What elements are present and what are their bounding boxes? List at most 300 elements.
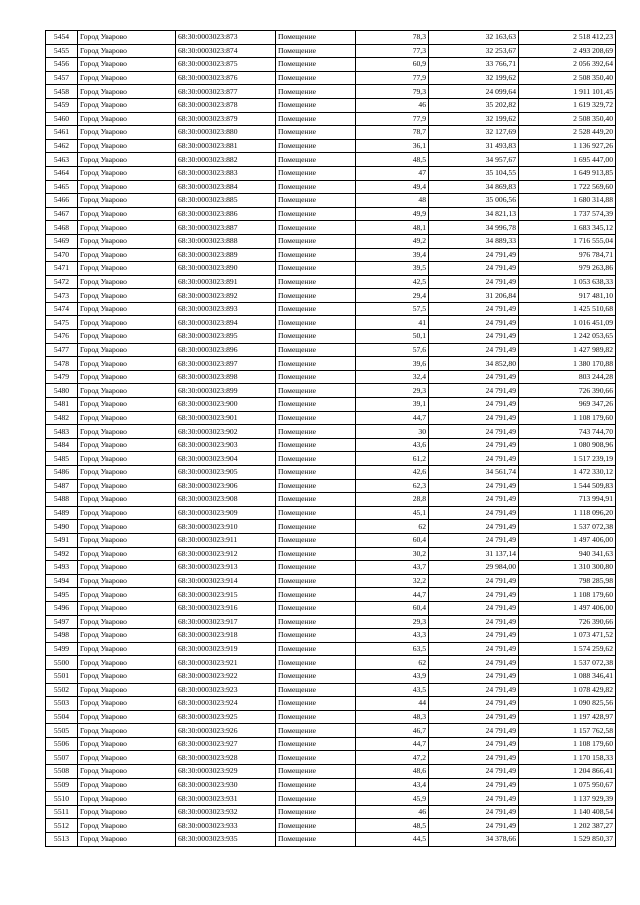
- object-type-cell: Помещение: [276, 601, 356, 615]
- row-number-cell: 5505: [46, 724, 78, 738]
- locality-cell: Город Уварово: [78, 153, 176, 167]
- area-cell: 57,6: [356, 343, 429, 357]
- object-type-cell: Помещение: [276, 493, 356, 507]
- area-cell: 41: [356, 316, 429, 330]
- row-number-cell: 5460: [46, 112, 78, 126]
- object-type-cell: Помещение: [276, 262, 356, 276]
- cadastral-number-cell: 68:30:0003023:910: [176, 520, 276, 534]
- cadastral-value-cell: 1 157 762,58: [519, 724, 616, 738]
- cadastral-value-cell: 1 695 447,00: [519, 153, 616, 167]
- cadastral-value-cell: 1 722 569,60: [519, 180, 616, 194]
- locality-cell: Город Уварово: [78, 669, 176, 683]
- cadastral-value-cell: 1 078 429,82: [519, 683, 616, 697]
- cadastral-value-cell: 2 518 412,23: [519, 31, 616, 45]
- cadastral-number-cell: 68:30:0003023:918: [176, 629, 276, 643]
- table-row: [46, 615, 616, 629]
- cadastral-value-cell: 1 544 509,83: [519, 479, 616, 493]
- area-cell: 48,1: [356, 221, 429, 235]
- specific-value-cell: 32 199,62: [429, 112, 519, 126]
- specific-value-cell: 24 791,49: [429, 805, 519, 819]
- cadastral-number-cell: 68:30:0003023:903: [176, 438, 276, 452]
- row-number-cell: 5467: [46, 207, 78, 221]
- locality-cell: Город Уварово: [78, 262, 176, 276]
- area-cell: 43,3: [356, 629, 429, 643]
- object-type-cell: Помещение: [276, 343, 356, 357]
- object-type-cell: Помещение: [276, 234, 356, 248]
- specific-value-cell: 24 791,49: [429, 601, 519, 615]
- object-type-cell: Помещение: [276, 207, 356, 221]
- row-number-cell: 5480: [46, 384, 78, 398]
- specific-value-cell: 24 791,49: [429, 384, 519, 398]
- locality-cell: Город Уварово: [78, 819, 176, 833]
- object-type-cell: Помещение: [276, 697, 356, 711]
- cadastral-number-cell: 68:30:0003023:892: [176, 289, 276, 303]
- cadastral-value-cell: 2 056 392,64: [519, 58, 616, 72]
- object-type-cell: Помещение: [276, 166, 356, 180]
- cadastral-number-cell: 68:30:0003023:894: [176, 316, 276, 330]
- object-type-cell: Помещение: [276, 58, 356, 72]
- specific-value-cell: 31 206,84: [429, 289, 519, 303]
- specific-value-cell: 24 791,49: [429, 316, 519, 330]
- area-cell: 42,5: [356, 275, 429, 289]
- table-row: [46, 724, 616, 738]
- table-row: [46, 357, 616, 371]
- table-row: [46, 629, 616, 643]
- row-number-cell: 5500: [46, 656, 78, 670]
- specific-value-cell: 24 791,49: [429, 737, 519, 751]
- specific-value-cell: 24 791,49: [429, 629, 519, 643]
- row-number-cell: 5506: [46, 737, 78, 751]
- cadastral-number-cell: 68:30:0003023:882: [176, 153, 276, 167]
- table-row: [46, 479, 616, 493]
- table-row: [46, 166, 616, 180]
- area-cell: 49,2: [356, 234, 429, 248]
- area-cell: 46: [356, 98, 429, 112]
- cadastral-value-cell: 917 481,10: [519, 289, 616, 303]
- locality-cell: Город Уварово: [78, 44, 176, 58]
- locality-cell: Город Уварово: [78, 330, 176, 344]
- area-cell: 77,9: [356, 112, 429, 126]
- area-cell: 50,1: [356, 330, 429, 344]
- cadastral-value-cell: 1 911 101,45: [519, 85, 616, 99]
- cadastral-value-cell: 1 140 408,54: [519, 805, 616, 819]
- table-row: [46, 153, 616, 167]
- row-number-cell: 5496: [46, 601, 78, 615]
- specific-value-cell: 24 099,64: [429, 85, 519, 99]
- row-number-cell: 5463: [46, 153, 78, 167]
- locality-cell: Город Уварово: [78, 357, 176, 371]
- specific-value-cell: 24 791,49: [429, 330, 519, 344]
- cadastral-value-cell: 1 517 239,19: [519, 452, 616, 466]
- row-number-cell: 5462: [46, 139, 78, 153]
- row-number-cell: 5488: [46, 493, 78, 507]
- cadastral-value-cell: 1 737 574,39: [519, 207, 616, 221]
- locality-cell: Город Уварово: [78, 805, 176, 819]
- cadastral-value-cell: 1 497 406,00: [519, 601, 616, 615]
- row-number-cell: 5508: [46, 765, 78, 779]
- cadastral-number-cell: 68:30:0003023:929: [176, 765, 276, 779]
- area-cell: 39,5: [356, 262, 429, 276]
- cadastral-number-cell: 68:30:0003023:925: [176, 710, 276, 724]
- specific-value-cell: 34 821,13: [429, 207, 519, 221]
- registry-table: [45, 30, 616, 847]
- table-row: [46, 31, 616, 45]
- row-number-cell: 5469: [46, 234, 78, 248]
- specific-value-cell: 34 561,74: [429, 466, 519, 480]
- row-number-cell: 5472: [46, 275, 78, 289]
- cadastral-number-cell: 68:30:0003023:909: [176, 506, 276, 520]
- cadastral-value-cell: 1 425 510,68: [519, 302, 616, 316]
- object-type-cell: Помещение: [276, 411, 356, 425]
- locality-cell: Город Уварово: [78, 751, 176, 765]
- cadastral-number-cell: 68:30:0003023:887: [176, 221, 276, 235]
- cadastral-value-cell: 1 537 072,38: [519, 520, 616, 534]
- row-number-cell: 5479: [46, 370, 78, 384]
- object-type-cell: Помещение: [276, 398, 356, 412]
- object-type-cell: Помещение: [276, 561, 356, 575]
- specific-value-cell: 31 137,14: [429, 547, 519, 561]
- locality-cell: Город Уварово: [78, 710, 176, 724]
- locality-cell: Город Уварово: [78, 180, 176, 194]
- cadastral-number-cell: 68:30:0003023:900: [176, 398, 276, 412]
- row-number-cell: 5491: [46, 533, 78, 547]
- area-cell: 32,2: [356, 574, 429, 588]
- object-type-cell: Помещение: [276, 533, 356, 547]
- object-type-cell: Помещение: [276, 126, 356, 140]
- specific-value-cell: 34 869,83: [429, 180, 519, 194]
- row-number-cell: 5470: [46, 248, 78, 262]
- area-cell: 44,7: [356, 411, 429, 425]
- specific-value-cell: 35 104,55: [429, 166, 519, 180]
- specific-value-cell: 34 378,66: [429, 833, 519, 847]
- specific-value-cell: 24 791,49: [429, 669, 519, 683]
- table-row: [46, 805, 616, 819]
- locality-cell: Город Уварово: [78, 194, 176, 208]
- area-cell: 48,5: [356, 819, 429, 833]
- object-type-cell: Помещение: [276, 547, 356, 561]
- area-cell: 43,7: [356, 561, 429, 575]
- area-cell: 48,3: [356, 710, 429, 724]
- object-type-cell: Помещение: [276, 139, 356, 153]
- cadastral-number-cell: 68:30:0003023:901: [176, 411, 276, 425]
- row-number-cell: 5487: [46, 479, 78, 493]
- area-cell: 63,5: [356, 642, 429, 656]
- object-type-cell: Помещение: [276, 31, 356, 45]
- cadastral-number-cell: 68:30:0003023:904: [176, 452, 276, 466]
- area-cell: 43,6: [356, 438, 429, 452]
- cadastral-value-cell: 713 994,91: [519, 493, 616, 507]
- cadastral-value-cell: 2 508 350,40: [519, 71, 616, 85]
- locality-cell: Город Уварово: [78, 207, 176, 221]
- table-row: [46, 642, 616, 656]
- table-row: [46, 234, 616, 248]
- cadastral-number-cell: 68:30:0003023:914: [176, 574, 276, 588]
- locality-cell: Город Уварово: [78, 234, 176, 248]
- row-number-cell: 5503: [46, 697, 78, 711]
- table-row: [46, 98, 616, 112]
- area-cell: 43,5: [356, 683, 429, 697]
- cadastral-value-cell: 1 075 950,67: [519, 778, 616, 792]
- cadastral-number-cell: 68:30:0003023:895: [176, 330, 276, 344]
- cadastral-value-cell: 1 472 330,12: [519, 466, 616, 480]
- locality-cell: Город Уварово: [78, 479, 176, 493]
- locality-cell: Город Уварово: [78, 574, 176, 588]
- table-row: [46, 330, 616, 344]
- cadastral-number-cell: 68:30:0003023:880: [176, 126, 276, 140]
- locality-cell: Город Уварово: [78, 520, 176, 534]
- object-type-cell: Помещение: [276, 438, 356, 452]
- cadastral-value-cell: 1 680 314,88: [519, 194, 616, 208]
- row-number-cell: 5461: [46, 126, 78, 140]
- cadastral-number-cell: 68:30:0003023:896: [176, 343, 276, 357]
- cadastral-number-cell: 68:30:0003023:908: [176, 493, 276, 507]
- cadastral-number-cell: 68:30:0003023:931: [176, 792, 276, 806]
- locality-cell: Город Уварово: [78, 452, 176, 466]
- locality-cell: Город Уварово: [78, 601, 176, 615]
- area-cell: 39,1: [356, 398, 429, 412]
- table-row: [46, 275, 616, 289]
- area-cell: 46,7: [356, 724, 429, 738]
- table-row: [46, 520, 616, 534]
- cadastral-number-cell: 68:30:0003023:913: [176, 561, 276, 575]
- area-cell: 39,4: [356, 248, 429, 262]
- object-type-cell: Помещение: [276, 778, 356, 792]
- specific-value-cell: 34 957,67: [429, 153, 519, 167]
- cadastral-number-cell: 68:30:0003023:921: [176, 656, 276, 670]
- cadastral-number-cell: 68:30:0003023:899: [176, 384, 276, 398]
- object-type-cell: Помещение: [276, 425, 356, 439]
- row-number-cell: 5465: [46, 180, 78, 194]
- table-row: [46, 248, 616, 262]
- locality-cell: Город Уварово: [78, 547, 176, 561]
- row-number-cell: 5484: [46, 438, 78, 452]
- table-row: [46, 452, 616, 466]
- object-type-cell: Помещение: [276, 275, 356, 289]
- area-cell: 47,2: [356, 751, 429, 765]
- row-number-cell: 5458: [46, 85, 78, 99]
- row-number-cell: 5476: [46, 330, 78, 344]
- table-row: [46, 833, 616, 847]
- area-cell: 60,4: [356, 533, 429, 547]
- row-number-cell: 5456: [46, 58, 78, 72]
- area-cell: 45,9: [356, 792, 429, 806]
- object-type-cell: Помещение: [276, 833, 356, 847]
- locality-cell: Город Уварово: [78, 792, 176, 806]
- cadastral-number-cell: 68:30:0003023:890: [176, 262, 276, 276]
- specific-value-cell: 24 791,49: [429, 302, 519, 316]
- locality-cell: Город Уварово: [78, 533, 176, 547]
- row-number-cell: 5492: [46, 547, 78, 561]
- cadastral-number-cell: 68:30:0003023:889: [176, 248, 276, 262]
- table-row: [46, 316, 616, 330]
- cadastral-number-cell: 68:30:0003023:881: [176, 139, 276, 153]
- locality-cell: Город Уварово: [78, 737, 176, 751]
- cadastral-value-cell: 1 090 825,56: [519, 697, 616, 711]
- row-number-cell: 5513: [46, 833, 78, 847]
- table-row: [46, 262, 616, 276]
- cadastral-number-cell: 68:30:0003023:915: [176, 588, 276, 602]
- cadastral-number-cell: 68:30:0003023:928: [176, 751, 276, 765]
- cadastral-number-cell: 68:30:0003023:873: [176, 31, 276, 45]
- table-row: [46, 778, 616, 792]
- area-cell: 48,6: [356, 765, 429, 779]
- area-cell: 45,1: [356, 506, 429, 520]
- area-cell: 44: [356, 697, 429, 711]
- area-cell: 42,6: [356, 466, 429, 480]
- table-row: [46, 302, 616, 316]
- cadastral-number-cell: 68:30:0003023:893: [176, 302, 276, 316]
- locality-cell: Город Уварово: [78, 642, 176, 656]
- object-type-cell: Помещение: [276, 44, 356, 58]
- cadastral-value-cell: 969 347,26: [519, 398, 616, 412]
- table-row: [46, 792, 616, 806]
- cadastral-number-cell: 68:30:0003023:877: [176, 85, 276, 99]
- table-row: [46, 466, 616, 480]
- specific-value-cell: 24 791,49: [429, 343, 519, 357]
- object-type-cell: Помещение: [276, 289, 356, 303]
- table-row: [46, 58, 616, 72]
- area-cell: 44,5: [356, 833, 429, 847]
- table-row: [46, 289, 616, 303]
- cadastral-number-cell: 68:30:0003023:883: [176, 166, 276, 180]
- table-row: [46, 819, 616, 833]
- cadastral-number-cell: 68:30:0003023:897: [176, 357, 276, 371]
- row-number-cell: 5498: [46, 629, 78, 643]
- locality-cell: Город Уварово: [78, 656, 176, 670]
- object-type-cell: Помещение: [276, 792, 356, 806]
- locality-cell: Город Уварово: [78, 411, 176, 425]
- table-row: [46, 85, 616, 99]
- object-type-cell: Помещение: [276, 452, 356, 466]
- table-row: [46, 194, 616, 208]
- cadastral-value-cell: 1 537 072,38: [519, 656, 616, 670]
- table-row: [46, 207, 616, 221]
- cadastral-value-cell: 1 088 346,41: [519, 669, 616, 683]
- cadastral-number-cell: 68:30:0003023:917: [176, 615, 276, 629]
- cadastral-number-cell: 68:30:0003023:919: [176, 642, 276, 656]
- table-row: [46, 656, 616, 670]
- specific-value-cell: 29 984,00: [429, 561, 519, 575]
- cadastral-number-cell: 68:30:0003023:902: [176, 425, 276, 439]
- object-type-cell: Помещение: [276, 588, 356, 602]
- object-type-cell: Помещение: [276, 669, 356, 683]
- area-cell: 32,4: [356, 370, 429, 384]
- area-cell: 62: [356, 656, 429, 670]
- specific-value-cell: 24 791,49: [429, 438, 519, 452]
- cadastral-number-cell: 68:30:0003023:879: [176, 112, 276, 126]
- specific-value-cell: 24 791,49: [429, 248, 519, 262]
- row-number-cell: 5475: [46, 316, 78, 330]
- object-type-cell: Помещение: [276, 330, 356, 344]
- area-cell: 48: [356, 194, 429, 208]
- specific-value-cell: 35 006,56: [429, 194, 519, 208]
- locality-cell: Город Уварово: [78, 724, 176, 738]
- table-row: [46, 139, 616, 153]
- area-cell: 44,7: [356, 737, 429, 751]
- table-row: [46, 112, 616, 126]
- table-row: [46, 601, 616, 615]
- cadastral-value-cell: 1 242 053,65: [519, 330, 616, 344]
- row-number-cell: 5477: [46, 343, 78, 357]
- table-row: [46, 180, 616, 194]
- cadastral-number-cell: 68:30:0003023:932: [176, 805, 276, 819]
- specific-value-cell: 24 791,49: [429, 683, 519, 697]
- table-body: [46, 31, 616, 847]
- specific-value-cell: 24 791,49: [429, 425, 519, 439]
- specific-value-cell: 24 791,49: [429, 398, 519, 412]
- cadastral-value-cell: 1 197 428,97: [519, 710, 616, 724]
- row-number-cell: 5471: [46, 262, 78, 276]
- locality-cell: Город Уварово: [78, 166, 176, 180]
- cadastral-value-cell: 726 390,66: [519, 384, 616, 398]
- area-cell: 36,1: [356, 139, 429, 153]
- specific-value-cell: 35 202,82: [429, 98, 519, 112]
- locality-cell: Город Уварово: [78, 126, 176, 140]
- area-cell: 44,7: [356, 588, 429, 602]
- object-type-cell: Помещение: [276, 316, 356, 330]
- cadastral-number-cell: 68:30:0003023:924: [176, 697, 276, 711]
- cadastral-value-cell: 743 744,70: [519, 425, 616, 439]
- row-number-cell: 5481: [46, 398, 78, 412]
- table-row: [46, 343, 616, 357]
- locality-cell: Город Уварово: [78, 275, 176, 289]
- row-number-cell: 5454: [46, 31, 78, 45]
- cadastral-number-cell: 68:30:0003023:927: [176, 737, 276, 751]
- row-number-cell: 5504: [46, 710, 78, 724]
- cadastral-value-cell: 2 493 208,69: [519, 44, 616, 58]
- locality-cell: Город Уварово: [78, 683, 176, 697]
- locality-cell: Город Уварово: [78, 31, 176, 45]
- cadastral-number-cell: 68:30:0003023:885: [176, 194, 276, 208]
- table-row: [46, 710, 616, 724]
- locality-cell: Город Уварово: [78, 561, 176, 575]
- cadastral-value-cell: 1 716 555,04: [519, 234, 616, 248]
- cadastral-value-cell: 1 016 451,09: [519, 316, 616, 330]
- area-cell: 61,2: [356, 452, 429, 466]
- cadastral-value-cell: 803 244,28: [519, 370, 616, 384]
- row-number-cell: 5489: [46, 506, 78, 520]
- cadastral-value-cell: 1 108 179,60: [519, 737, 616, 751]
- cadastral-value-cell: 976 784,71: [519, 248, 616, 262]
- locality-cell: Город Уварово: [78, 493, 176, 507]
- locality-cell: Город Уварово: [78, 289, 176, 303]
- cadastral-value-cell: 1 310 300,80: [519, 561, 616, 575]
- specific-value-cell: 24 791,49: [429, 520, 519, 534]
- cadastral-number-cell: 68:30:0003023:874: [176, 44, 276, 58]
- area-cell: 77,3: [356, 44, 429, 58]
- cadastral-number-cell: 68:30:0003023:911: [176, 533, 276, 547]
- cadastral-number-cell: 68:30:0003023:886: [176, 207, 276, 221]
- area-cell: 46: [356, 805, 429, 819]
- cadastral-value-cell: 1 108 179,60: [519, 411, 616, 425]
- object-type-cell: Помещение: [276, 248, 356, 262]
- cadastral-number-cell: 68:30:0003023:906: [176, 479, 276, 493]
- locality-cell: Город Уварово: [78, 248, 176, 262]
- object-type-cell: Помещение: [276, 737, 356, 751]
- area-cell: 43,4: [356, 778, 429, 792]
- locality-cell: Город Уварово: [78, 398, 176, 412]
- row-number-cell: 5511: [46, 805, 78, 819]
- specific-value-cell: 24 791,49: [429, 452, 519, 466]
- cadastral-value-cell: 1 649 913,85: [519, 166, 616, 180]
- cadastral-value-cell: 1 108 179,60: [519, 588, 616, 602]
- object-type-cell: Помещение: [276, 574, 356, 588]
- object-type-cell: Помещение: [276, 724, 356, 738]
- specific-value-cell: 24 791,49: [429, 778, 519, 792]
- row-number-cell: 5464: [46, 166, 78, 180]
- area-cell: 28,8: [356, 493, 429, 507]
- specific-value-cell: 24 791,49: [429, 697, 519, 711]
